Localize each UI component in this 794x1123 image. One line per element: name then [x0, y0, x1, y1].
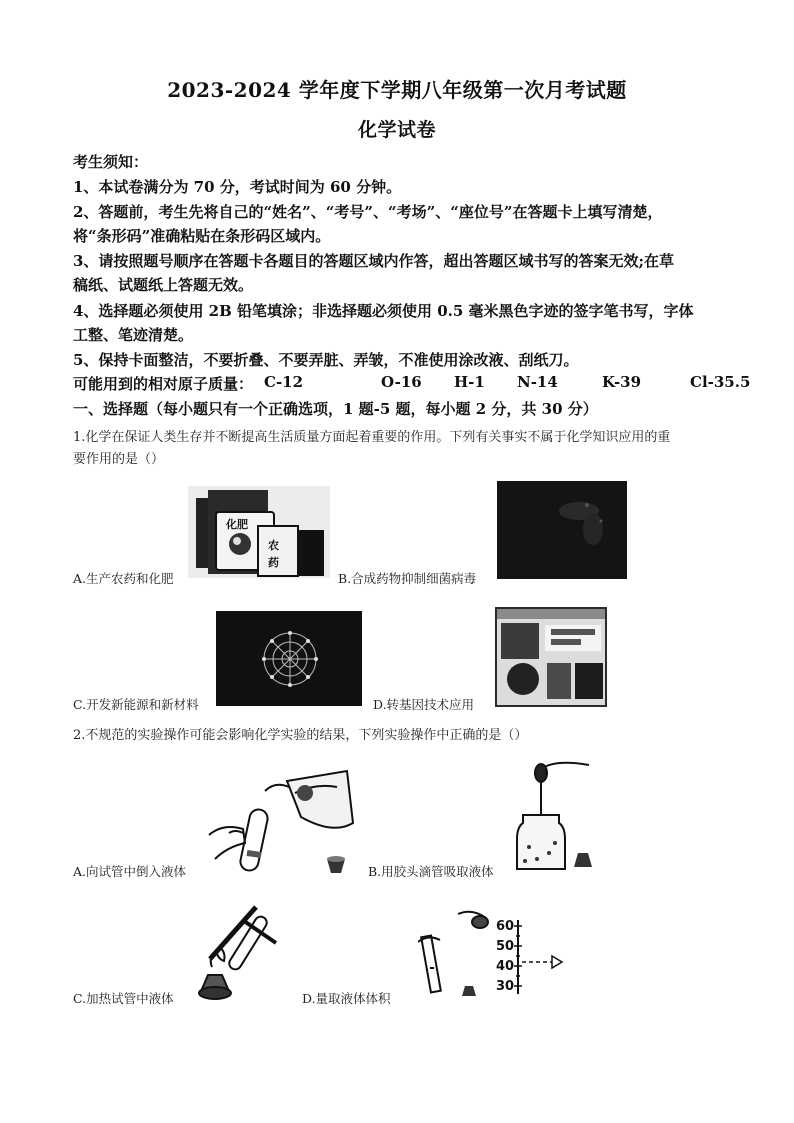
- atomic-mass-n: N-14: [517, 373, 558, 391]
- notice-item-1: 1、本试卷满分为 70 分，考试时间为 60 分钟。: [73, 178, 402, 196]
- page-title: 2023-2024 学年度下学期八年级第一次月考试题: [167, 78, 627, 102]
- q1-image-gmo: [495, 607, 607, 707]
- q2-option-d: D.量取液体体积: [302, 991, 391, 1006]
- notice-item-3-cont: 稿纸、试题纸上答题无效。: [73, 276, 254, 294]
- q1-option-a: A.生产农药和化肥: [73, 571, 174, 586]
- q2-stopper-a: [325, 855, 347, 879]
- atomic-mass-c: C-12: [264, 373, 304, 391]
- q1-image-bacteria: [497, 481, 627, 579]
- atomic-mass-cl: Cl-35.5: [690, 373, 751, 391]
- q2-option-c: C.加热试管中液体: [73, 991, 174, 1006]
- notice-item-2-cont: 将“条形码”准确粘贴在条形码区域内。: [73, 227, 331, 245]
- cylinder-mark-40: 40: [496, 959, 515, 974]
- pesticide-label-2: 药: [268, 556, 279, 569]
- q1-image-fertilizer-pesticide: [188, 486, 330, 578]
- atomic-mass-o: O-16: [381, 373, 422, 391]
- notice-item-2: 2、答题前，考生先将自己的“姓名”、“考号”、“考场”、“座位号”在答题卡上填写清楚，: [73, 203, 663, 221]
- cylinder-mark-30: 30: [496, 979, 515, 994]
- q2-stem: 2.不规范的实验操作可能会影响化学实验的结果，下列实验操作中正确的是（）: [73, 728, 528, 743]
- q1-option-c: C.开发新能源和新材料: [73, 697, 199, 712]
- q2-image-heating: [190, 903, 280, 1003]
- q1-stem-line1: 1.化学在保证人类生存并不断提高生活质量方面起着重要的作用。下列有关事实不属于化学知识应用的重: [73, 430, 671, 445]
- cylinder-mark-50: 50: [496, 939, 515, 954]
- notice-item-3: 3、请按照题号顺序在答题卡各题目的答题区域内作答，超出答题区域书写的答案无效;在草: [73, 252, 674, 270]
- atomic-mass-h: H-1: [454, 373, 485, 391]
- q1-image-new-materials: [216, 611, 362, 706]
- q2-stopper-d: [460, 983, 478, 1002]
- cylinder-mark-60: 60: [496, 919, 515, 934]
- q2-image-graduated-cylinder: [418, 908, 496, 998]
- notice-item-4: 4、选择题必须使用 2B 铅笔填涂；非选择题必须使用 0.5 毫米黑色字迹的签字笔书写，字体: [73, 302, 694, 320]
- pesticide-label-1: 农: [268, 539, 279, 552]
- q1-option-b: B.合成药物抑制细菌病毒: [338, 571, 477, 586]
- q2-option-a: A.向试管中倒入液体: [73, 864, 187, 879]
- fertilizer-label: 化肥: [226, 518, 248, 531]
- page-subtitle: 化学试卷: [357, 119, 436, 141]
- notice-heading: 考生须知：: [73, 153, 149, 171]
- notice-item-4-cont: 工整、笔迹清楚。: [73, 326, 194, 344]
- notice-item-5: 5、保持卡面整洁，不要折叠、不要弄脏、弄皱，不准使用涂改液、刮纸刀。: [73, 351, 579, 369]
- q1-option-d: D.转基因技术应用: [373, 697, 475, 712]
- q2-stopper-b: [572, 851, 594, 875]
- section1-heading: 一、选择题（每小题只有一个正确选项，1 题-5 题，每小题 2 分，共 30 分）: [73, 400, 598, 418]
- eye-arrow-icon: [552, 956, 562, 968]
- atomic-mass-k: K-39: [602, 373, 642, 391]
- q2-option-b: B.用胶头滴管吸取液体: [368, 864, 494, 879]
- q1-stem-line2: 要作用的是（）: [73, 452, 165, 467]
- atomic-mass-label: 可能用到的相对原子质量：: [73, 375, 254, 393]
